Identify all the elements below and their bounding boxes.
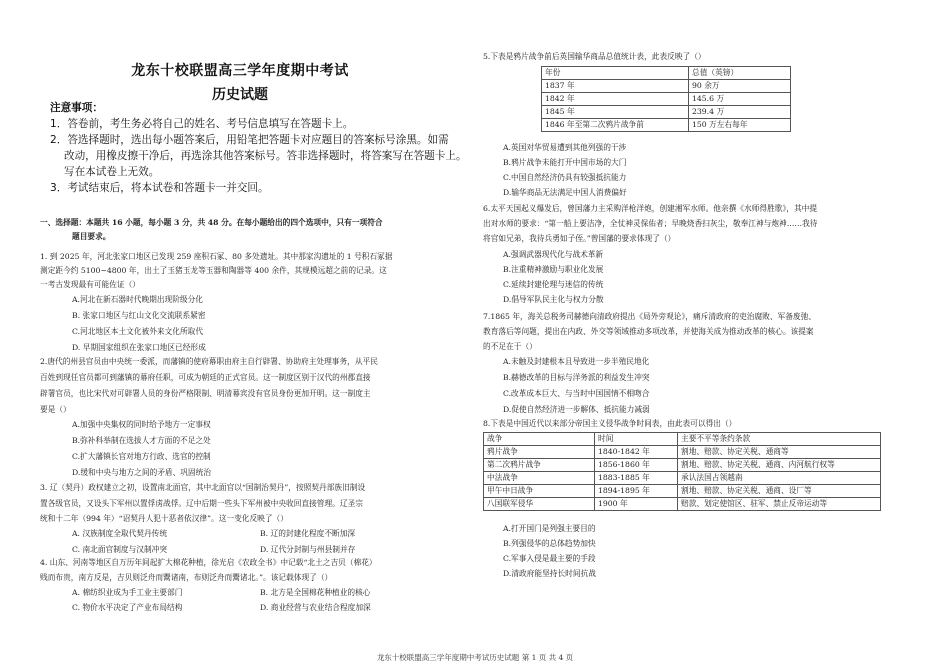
- table-row: [484, 498, 881, 511]
- table-row: [542, 106, 791, 119]
- question-stem: 3. 辽（契丹）政权建立之初，设置南北面官，其中北面官以“国制治契丹”，按照契丹部族旧制设: [40, 483, 366, 492]
- question-stem: 将官如兄弟，我待兵勇如子侄。”曾国藩的要求体现了（）: [483, 234, 676, 243]
- note-line: 3．考试结束后，将本试卷和答题卡一并交回。: [50, 182, 269, 194]
- table-cell: 1894-1895 年: [595, 485, 678, 498]
- table-cell: 甲午中日战争: [484, 485, 595, 498]
- question-stem: 统和十二年（994 年）“诏契丹人犯十恶者依汉律”。这一变化反映了（）: [40, 514, 288, 523]
- table-row: [484, 485, 881, 498]
- option-a: A.英国对华贸易遭到其他列强的干涉: [503, 143, 627, 152]
- question-stem: 测定距今约 5100~4800 年，出土了玉猪玉龙等玉器和陶器等 400 余件，其规模远超之前的记录。这: [40, 266, 387, 275]
- table-header-cell: 主要不平等条约条款: [678, 433, 881, 446]
- option-c: C.军事入侵是最主要的手段: [503, 554, 596, 563]
- question-stem: 一考古发现最有可能佐证（）: [40, 280, 140, 289]
- table-header-row: [484, 433, 881, 446]
- option-b: B. 辽的封建化程度不断加深: [260, 529, 356, 538]
- note-line: 改动，用橡皮擦干净后，再选涂其他答案标号。答非选择题时，将答案写在答题卡上。: [64, 150, 467, 162]
- option-d: D.输华商品无法满足中国人消费偏好: [503, 188, 627, 197]
- section-heading-cont: 题目要求。: [72, 232, 111, 241]
- option-b: B.弥补科举制在选拔人才方面的不足之处: [72, 436, 211, 445]
- option-c: C. 物价水平决定了产业布局结构: [72, 603, 183, 612]
- q8-table: [483, 432, 881, 511]
- question-stem: 置各级官员，又设头下军州以置俘虏战俘。辽中后期一些头下军州被中央收回直接管理。辽圣宗: [40, 499, 363, 508]
- option-a: A.打开国门是列强主要目的: [503, 524, 596, 533]
- table-row: [484, 459, 881, 472]
- question-stem: 贱而布贵，南方反是，吉贝则泛舟而鬻诸南，布则泛舟而鬻诸北。”。该记载体现了（）: [40, 573, 333, 582]
- table-row: [542, 119, 791, 132]
- option-c: C.延续封建伦理与迷信的传统: [503, 280, 604, 289]
- table-cell: 239.4 万: [689, 106, 791, 119]
- table-header-cell: 总值（英镑）: [689, 67, 791, 80]
- option-c: C.改革成本巨大、与当时中国国情不相吻合: [503, 389, 650, 398]
- option-d: D. 商业经营与农业结合程度加深: [260, 603, 371, 612]
- table-cell: 1842 年: [542, 93, 689, 106]
- option-d: D. 辽代分封制与州县制并存: [260, 545, 356, 554]
- option-a: A.河北在新石器时代晚期出现阶级分化: [72, 295, 203, 304]
- table-cell: 1837 年: [542, 80, 689, 93]
- table-cell: 145.6 万: [689, 93, 791, 106]
- table-cell: 90 余万: [689, 80, 791, 93]
- option-a: A.加强中央集权的同时给予地方一定事权: [72, 420, 211, 429]
- question-stem: 的不足在于（）: [483, 342, 537, 351]
- exam-title: 龙东十校联盟高三学年度期中考试: [131, 63, 349, 79]
- table-header-cell: 时间: [595, 433, 678, 446]
- option-a: A. 汉族制度全取代契丹传统: [72, 529, 168, 538]
- table-header-cell: 年份: [542, 67, 689, 80]
- table-cell: 1840-1842 年: [595, 446, 678, 459]
- exam-notes: [50, 100, 470, 196]
- question-stem: 6.太平天国起义爆发后，曾国藩力主采购洋枪洋炮，创建湘军水师。他亲撰《水师得胜歌》，其中提: [483, 204, 818, 213]
- question-stem: 2.唐代的州县官员由中央统一委派，而藩镇的使府幕职由府主自行辟署、协助府主处理事务，从平民: [40, 357, 378, 366]
- question-stem: 1. 到 2025 年，河北张家口地区已发现 259 座积石冢、80 多处遗址。其中那家沟遗址的 1 号积石冢据: [40, 252, 393, 261]
- question-stem: 8.下表是中国近代以来部分帝国主义侵华战争时间表，由此表可以得出（）: [483, 419, 737, 428]
- option-c: C.中国自然经济仍具有较强抵抗能力: [503, 173, 627, 182]
- notes-heading: 注意事项：: [50, 102, 103, 114]
- section-heading: 一、选择题：本题共 16 小题，每小题 3 分，共 48 分。在每小题给出的四个选项中，只有一项符合: [40, 218, 383, 227]
- table-cell: 承认法国占领越南: [678, 472, 881, 485]
- note-line: 1．答卷前，考生务必将自己的姓名、考号信息填写在答题卡上。: [50, 118, 354, 130]
- question-stem: 4. 山东、河南等地区自万历年间起扩大棉花种植，徐光启《农政全书》中记载“北土之吉贝（棉花）: [40, 558, 377, 567]
- option-d: D. 早期国家组织在张家口地区已经形成: [72, 343, 206, 352]
- table-cell: 150 万左右每年: [689, 119, 791, 132]
- question-stem: 7.1865 年，海关总税务司赫德向清政府提出《局外旁观论》，痛斥清政府的吏治腐败、军备废弛、: [483, 312, 816, 321]
- question-stem: 要是（）: [40, 405, 71, 414]
- option-d: D.促使自然经济进一步解体、抵抗能力减弱: [503, 405, 650, 414]
- option-d: D.倡导军队民主化与权力分散: [503, 295, 604, 304]
- option-d: D.清政府能坚持长时间抗战: [503, 569, 596, 578]
- table-cell: 八国联军侵华: [484, 498, 595, 511]
- option-a: A. 棉纺织业成为手工业主要部门: [72, 588, 183, 597]
- table-row: [484, 446, 881, 459]
- option-a: A.强调武器现代化与战术革新: [503, 250, 604, 259]
- note-line: 写在本试卷上无效。: [64, 166, 160, 178]
- table-cell: 1846 年至第二次鸦片战争前: [542, 119, 689, 132]
- table-header-cell: 战争: [484, 433, 595, 446]
- table-cell: 割地、赔款、协定关税、通商等: [678, 446, 881, 459]
- option-c: C. 南北面官制度与汉制冲突: [72, 545, 168, 554]
- table-cell: 割地、赔款、协定关税、通商、设厂等: [678, 485, 881, 498]
- question-stem: 出对水师的要求：“第一船上要洁净，全仗神灵保佑者；早晚烧香扫灰尘，敬奉江神与炮神……我待: [483, 219, 818, 228]
- table-row: [484, 472, 881, 485]
- table-cell: 1900 年: [595, 498, 678, 511]
- table-cell: 1856-1860 年: [595, 459, 678, 472]
- table-row: [542, 93, 791, 106]
- question-stem: 百姓到现任官员都可到藩镇的幕府任职，可成为朝廷的正式官员。这一制度区别于汉代的州郡直接: [40, 373, 371, 382]
- q5-table: [541, 66, 791, 132]
- page-footer: 龙东十校联盟高三学年度期中考试历史试题 第 1 页 共 4 页: [376, 653, 574, 662]
- option-c: C.河北地区本土文化被外来文化所取代: [72, 327, 204, 336]
- option-b: B. 张家口地区与红山文化交流联系紧密: [72, 311, 206, 320]
- question-stem: 5.下表是鸦片战争前后英国输华商品总值统计表，此表反映了（）: [483, 52, 706, 61]
- option-a: A.未触及封建根本且导致进一步半殖民地化: [503, 357, 650, 366]
- table-cell: 1883-1885 年: [595, 472, 678, 485]
- note-line: 2．答选择题时，选出每小题答案后，用铅笔把答题卡对应题目的答案标号涂黑。如需: [50, 134, 449, 146]
- option-c: C.扩大藩镇长官对地方行政、选官的控制: [72, 452, 211, 461]
- table-cell: 鸦片战争: [484, 446, 595, 459]
- option-b: B.鸦片战争未能打开中国市场的大门: [503, 158, 627, 167]
- option-b: B. 北方是全国棉花种植业的核心: [260, 588, 371, 597]
- question-stem: 辟署官员，也比宋代对可辟署人员的身份严格限制、明清幕宾没有官员身份更加开明。这一制度主: [40, 389, 371, 398]
- exam-subject: 历史试题: [212, 87, 268, 103]
- table-cell: 第二次鸦片战争: [484, 459, 595, 472]
- table-header-row: [542, 67, 791, 80]
- table-cell: 赔款、划定使馆区、驻军、禁止反帝运动等: [678, 498, 881, 511]
- option-b: B.赫德改革的目标与洋务派的利益发生冲突: [503, 373, 650, 382]
- option-d: D.缓和中央与地方之间的矛盾、巩固统治: [72, 468, 212, 477]
- table-cell: 中法战争: [484, 472, 595, 485]
- question-stem: 教育落后等问题，提出在内政、外交等领域推动多项改革，并使海关成为推动改革的核心。该提案: [483, 327, 814, 336]
- table-cell: 1845 年: [542, 106, 689, 119]
- table-cell: 割地、赔款、协定关税、通商、内河航行权等: [678, 459, 881, 472]
- option-b: B.列强侵华的总体趋势加快: [503, 539, 596, 548]
- option-b: B.注重精神激励与职业化发展: [503, 265, 604, 274]
- table-row: [542, 80, 791, 93]
